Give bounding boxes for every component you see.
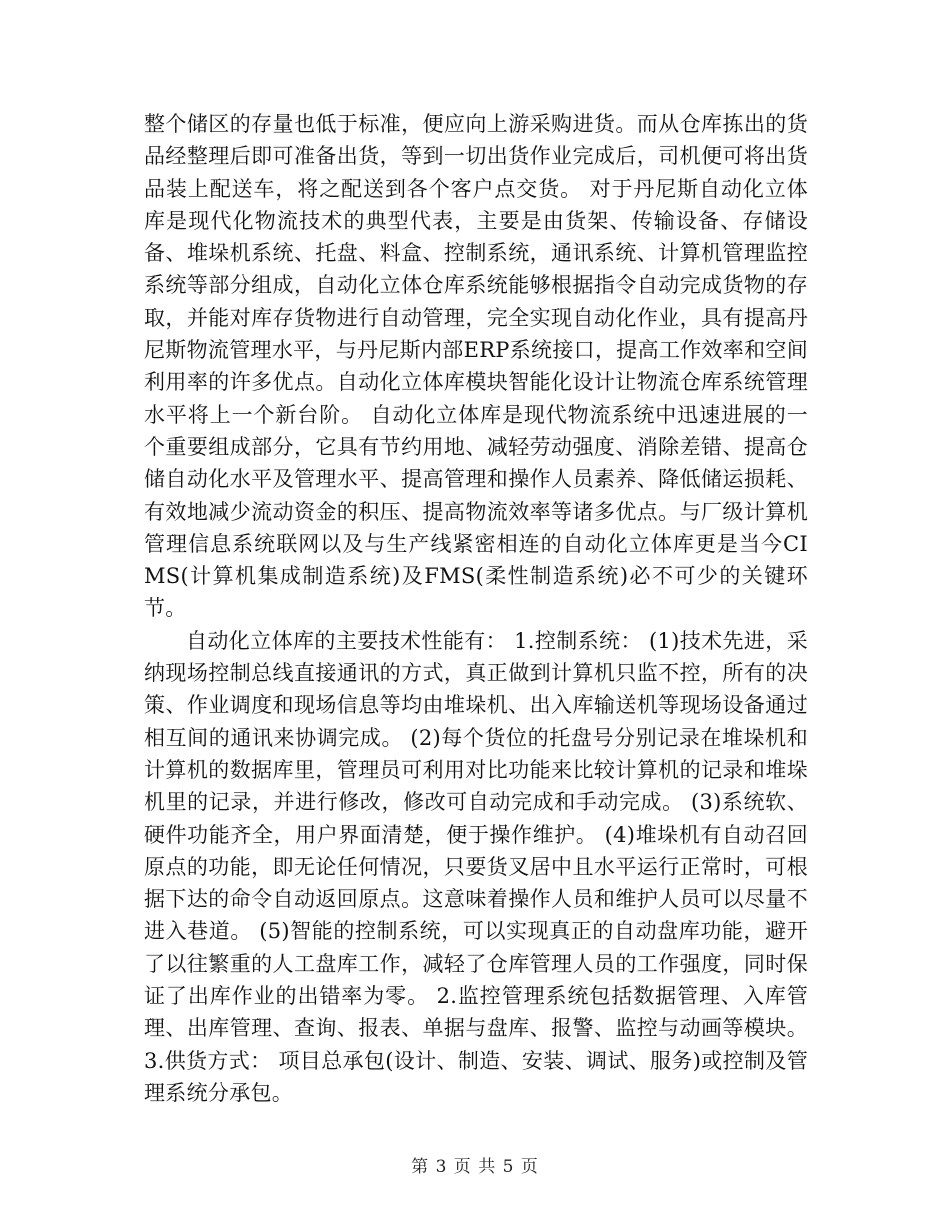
document-body <box>144 108 808 1109</box>
paragraph-1: 整个储区的存量也低于标准，便应向上游采购进货。而从仓库拣出的货品经整理后即可准备出货，等到一切出货作业完成后，司机便可将出货品装上配送车，将之配送到各个客户点交货。 对于丹尼斯自动化立体库是现代化物流技术的典型代表，主要是由货架、传输设备、存储设备、堆垛机系统、托盘、料盒、控制系统，通讯系统、计算机管理监控系统等部分组成，自动化立体仓库系统能够根据指令自动完成货物的存取，并能对库存货物进行自动管理，完全实现自动化作业，具有提高丹尼斯物流管理水平，与丹尼斯内部ERP系统接口，提高工作效率和空间利用率的许多优点。自动化立体库模块智能化设计让物流仓库系统管理水平将上一个新台阶。 自动化立体库是现代物流系统中迅速进展的一个重要组成部分，它具有节约用地、减轻劳动强度、消除差错、提高仓储自动化水平及管理水平、提高管理和操作人员素养、降低储运损耗、有效地减少流动资金的积压、提高物流效率等诸多优点。与厂级计算机管理信息系统联网以及与生产线紧密相连的自动化立体库更是当今CIMS(计算机集成制造系统)及FMS(柔性制造系统)必不可少的关键环节。 <box>144 112 808 621</box>
paragraph-2: 自动化立体库的主要技术性能有： 1.控制系统： (1)技术先进，采纳现场控制总线直接通讯的方式，真正做到计算机只监不控，所有的决策、作业调度和现场信息等均由堆垛机、出入库输送机等现场设备通过相互间的通讯来协调完成。 (2)每个货位的托盘号分别记录在堆垛机和计算机的数据库里，管理员可利用对比功能来比较计算机的记录和堆垛机里的记录，并进行修改，修改可自动完成和手动完成。 (3)系统软、硬件功能齐全，用户界面清楚，便于操作维护。 (4)堆垛机有自动召回原点的功能，即无论任何情况，只要货叉居中且水平运行正常时，可根据下达的命令自动返回原点。这意味着操作人员和维护人员可以尽量不进入巷道。 (5)智能的控制系统，可以实现真正的自动盘库功能，避开了以往繁重的人工盘库工作，减轻了仓库管理人员的工作强度，同时保证了出库作业的出错率为零。 2.监控管理系统包括数据管理、入库管理、出库管理、查询、报表、单据与盘库、报警、监控与动画等模块。 3.供货方式： 项目总承包(设计、制造、安装、调试、服务)或控制及管理系统分承包。 <box>144 628 808 1105</box>
page-footer: 第 3 页 共 5 页 <box>411 1157 539 1177</box>
